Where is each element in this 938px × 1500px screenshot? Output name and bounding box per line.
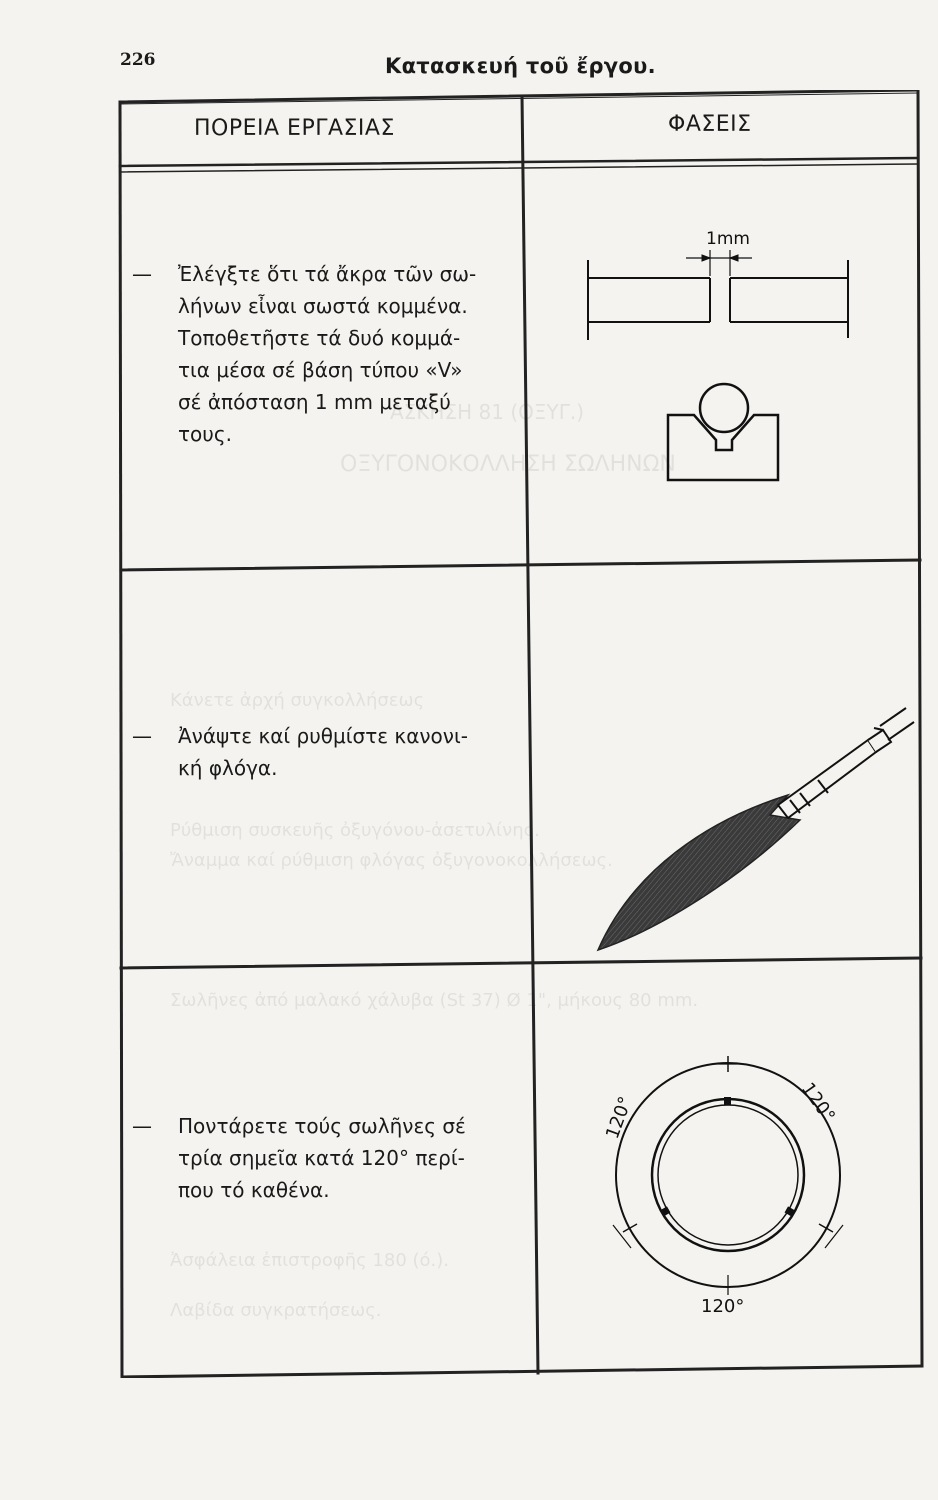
- row-instruction: Ποντάρετε τούς σωλῆνες σέ τρία σημεῖα κατά 120° περί- που τό καθένα.: [178, 1114, 466, 1202]
- tack-point-left: [660, 1206, 670, 1216]
- tack-point-top: [724, 1097, 731, 1105]
- page-number: 226: [120, 50, 156, 70]
- table-row-1-text: [132, 258, 476, 450]
- bleed-line: Ἀσφάλεια ἐπιστροφῆς 180 (ό.).: [170, 1250, 450, 1271]
- list-dash: —: [132, 724, 152, 748]
- bleed-line: Σωλῆνες ἀπό μαλακό χάλυβα (St 37) Ø 1", μήκους 80 mm.: [170, 990, 699, 1011]
- tack-weld-diagram: [583, 1020, 883, 1350]
- row-instruction: Ἐλέγξτε ὅτι τά ἄκρα τῶν σω- λήνων εἶναι σωστά κομμένα. Τοποθετῆστε τά δυό κομμά- τια μέσα σέ βάση τύπου «V» σέ ἀπόσταση 1 mm μεταξύ τους.: [178, 262, 477, 446]
- table-row-2-text: [132, 720, 468, 784]
- angle-label-left: 120°: [601, 1093, 637, 1142]
- bleed-line: Λαβίδα συγκρατήσεως.: [170, 1300, 382, 1321]
- bleed-line: ΑΣΚΗΣΗ 81 (ΟΞΥΓ.): [390, 400, 585, 424]
- bleed-line: Ρύθμιση συσκευῆς ὀξυγόνου-ἀσετυλίνης.: [170, 820, 540, 841]
- bleed-line: Κάνετε ἀρχή συγκολλήσεως: [170, 690, 425, 711]
- bleed-line: Ἄναμμα καί ρύθμιση φλόγας ὀξυγονοκολλήσεως.: [170, 850, 613, 871]
- bleed-line: ΟΞΥΓΟΝΟΚΟΛΛΗΣΗ ΣΩΛΗΝΩΝ: [340, 452, 676, 477]
- torch-nozzle: [778, 708, 914, 818]
- header-procedure: ΠΟΡΕΙΑ ΕΡΓΑΣΙΑΣ: [194, 116, 395, 141]
- header-phases: ΦΑΣΕΙΣ: [668, 112, 752, 137]
- procedure-table: [118, 90, 924, 1378]
- angle-label-right: 120°: [796, 1078, 839, 1127]
- list-dash: —: [132, 1114, 152, 1138]
- row-instruction: Ἀνάψτε καί ρυθμίστε κανονι- κή φλόγα.: [178, 724, 468, 780]
- angle-label-bottom: 120°: [701, 1296, 745, 1317]
- list-dash: —: [132, 262, 152, 286]
- gap-dimension-label: 1mm: [706, 229, 750, 249]
- pipes-gap-diagram: [548, 210, 918, 540]
- torch-flame-diagram: [538, 650, 918, 970]
- running-title: Κατασκευή τοῦ ἔργου.: [385, 54, 656, 78]
- flame-shape: [598, 795, 800, 950]
- table-row-3-text: [132, 1110, 466, 1206]
